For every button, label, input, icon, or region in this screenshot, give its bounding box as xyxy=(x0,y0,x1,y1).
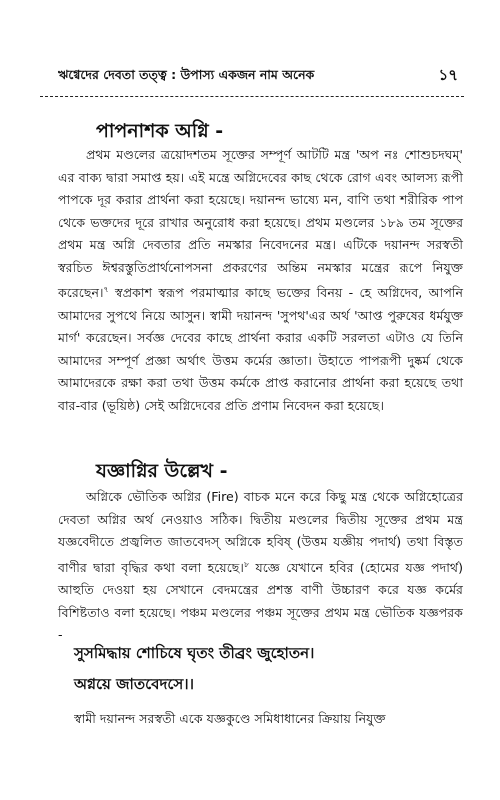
header-divider xyxy=(40,96,464,97)
section-heading-papnashak-agni: পাপনাশক অগ্নি - xyxy=(96,120,224,142)
section2-paragraph xyxy=(58,486,463,647)
section2-text-cont: যজ্ঞে যেখানে হবির (হোমের যজ্ঞ পদার্থ) আহুতি দেওয়া হয় সেখানে বেদমন্ত্রের প্রশস্ত বাণী উচ্চারণ করে যজ্ঞ কর্মের বিশিষ্টতাও বলা হয়েছে। পঞ্চম মণ্ডলের পঞ্চম সূক্তের প্রথম মন্ত্র ভৌতিক যজ্ঞপরক - xyxy=(58,559,463,643)
section1-text: প্রথম মণ্ডলের ত্রয়োদশতম সূক্তের সম্পূর্ণ আটটি মন্ত্র 'অপ নঃ শোশুচদঘম্' এর বাক্য দ্বারা সমাপ্ত হয়। এই মন্ত্রে অগ্নিদেবের কাছ থেকে রোগ এবং আলস্য রূপী পাপকে দূর করার প্রার্থনা করা হয়েছে। দয়ানন্দ ভাষ্যে মন, বাণি তথা শরীরিক পাপ থেকে ভক্তদের দূরে রাখার অনুরোধ করা হয়েছে। প্রথম মণ্ডলের ১৮৯ তম সূক্তের প্রথম মন্ত্র অগ্নি দেবতার প্রতি নমস্কার নিবেদনের মন্ত্র। এটিকে দয়ানন্দ সরস্বতী স্বরচিত ঈশ্বরস্তুতিপ্রার্থনোপসনা প্রকরণের অন্তিম নমস্কার মন্ত্রের রূপে নিযুক্ত করেছেন। xyxy=(58,147,463,301)
verse-line-2: অগ্নয়ে জাতবেদসে।। xyxy=(74,675,195,693)
running-header xyxy=(58,64,458,86)
section1-text-cont: স্বপ্রকাশ স্বরূপ পরমাত্মার কাছে ভক্তের বিনয় - হে অগ্নিদেব, আপনি আমাদের সুপথে নিয়ে আসুন। স্বামী দয়ানন্দ 'সুপথ'এর অর্থ 'আপ্ত পুরুষের ধর্মযুক্ত মার্গ' করেছেন। সর্বজ্ঞ দেবের কাছে প্রার্থনা করার একটি সরলতা এটাও যে তিনি আমাদের সম্পূর্ণ প্রজ্ঞা অর্থাৎ উত্তম কর্মের জ্ঞাতা। উহাতে পাপরূপী দুষ্কর্ম থেকে আমাদেরকে রক্ষা করা তথা উত্তম কর্মকে প্রাপ্ত করানোর প্রার্থনা করা হয়েছে তথা বার-বার (ভূয়িষ্ঠ) সেই অগ্নিদেবের প্রতি প্রণাম নিবেদন করা হয়েছে। xyxy=(58,285,463,413)
footnote-marker-8[interactable]: ৮ xyxy=(243,559,250,569)
section2-last-line: স্বামী দয়ানন্দ সরস্বতী একে যজ্ঞকুণ্ডে সমিধাধানের ক্রিয়ায় নিযুক্ত xyxy=(74,711,386,726)
footnote-marker-7[interactable]: ৭ xyxy=(103,285,109,294)
page-number: ১৭ xyxy=(438,66,458,84)
section1-paragraph xyxy=(58,144,463,417)
section2-text: অগ্নিকে ভৌতিক অগ্নির (Fire) বাচক মনে করে কিছু মন্ত্র থেকে অগ্নিহোত্রের দেবতা অগ্নির অর্থ নেওয়াও সঠিক। দ্বিতীয় মণ্ডলের দ্বিতীয় সূক্তের প্রথম মন্ত্র যজ্ঞবেদীতে প্রজ্বলিত জাতবেদস্ অগ্নিকে হবিষ্ (উত্তম যজ্ঞীয় পদার্থ) তথা বিস্তৃত বাণীর দ্বারা বৃদ্ধির কথা বলা হয়েছে। xyxy=(58,489,463,575)
section-heading-yajnagni: যজ্ঞাগ্নির উল্লেখ - xyxy=(96,460,228,482)
header-title: ঋগ্বেদের দেবতা তত্ত্ব : উপাস্য একজন নাম অনেক xyxy=(58,67,315,82)
verse-line-1: সুসমিদ্ধায় শোচিষে ঘৃতং তীব্রং জুহোতন। xyxy=(74,644,315,662)
